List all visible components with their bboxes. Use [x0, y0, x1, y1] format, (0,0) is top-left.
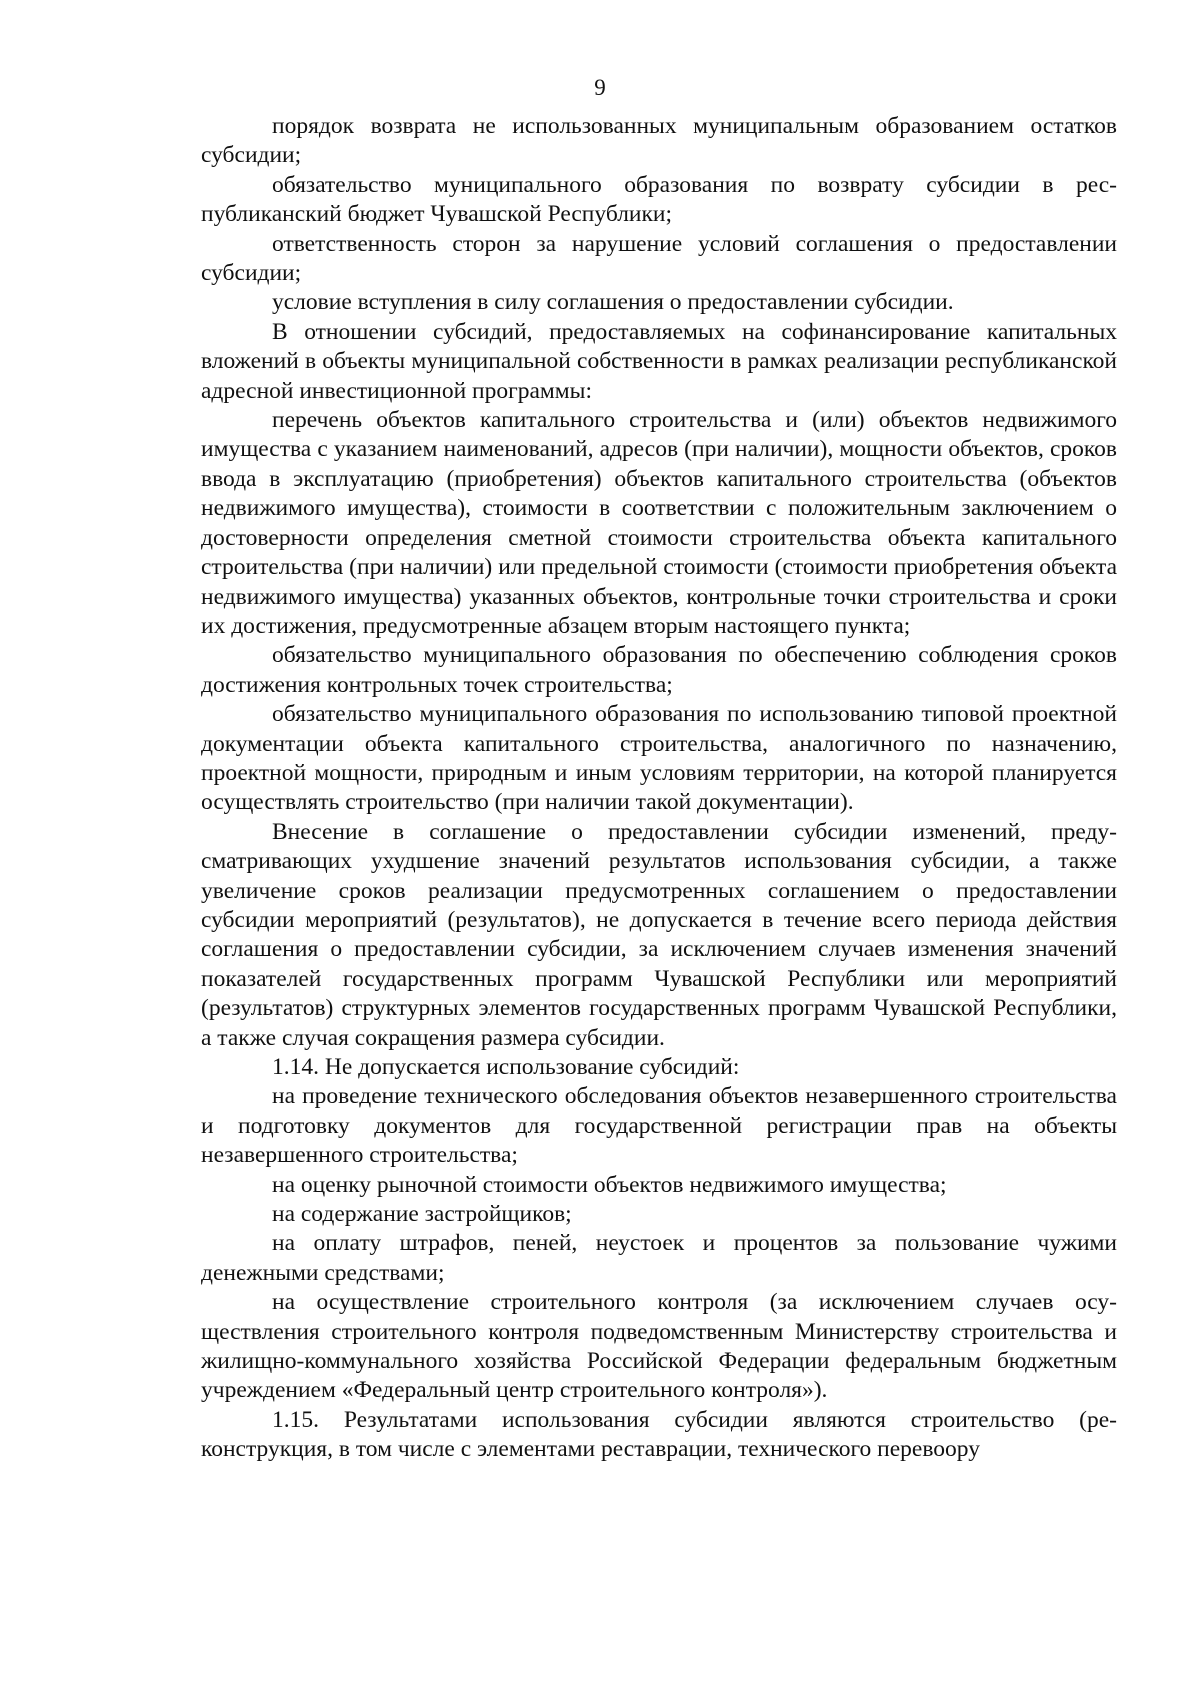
- paragraph: перечень объектов капитального строительства и (или) объектов недвижимого имущества с указанием наименований, адресов (при наличии), мощности объектов, сроков ввода в эксплуатацию (приобретения) объектов капитального строительства (объектов недвижимого имущества), стоимости в соответствии с положительным заключением о достоверности определения сметной стоимости строительства объекта капитального строительства (при наличии) или предельной стоимости (стоимости приобретения объекта недвижимого имущества) указанных объектов, контрольные точки строительства и сроки их достижения, предусмотренные абзацем вторым настоящего пункта;: [201, 407, 1117, 639]
- paragraph: обязательство муниципального образования по возврату субсидии в республиканский бюджет Чувашской Республики;: [201, 171, 1117, 228]
- paragraph: обязательство муниципального образования по использованию типовой проектной документации объекта капитального строительства, аналогичного по назначению, проектной мощности, природным и иным условиям территории, на которой планируется осуществлять строительство (при наличии такой документации).: [201, 701, 1117, 816]
- paragraph: Внесение в соглашение о предоставлении субсидии изменений, предусматривающих ухудшение значений результатов использования субсидии, а также увеличение сроков реализации предусмотренных соглашением о предоставлении субсидии мероприятий (результатов), не допускается в течение всего периода действия соглашения о предоставлении субсидии, за исключением случаев изменения значений показателей государственных программ Чувашской Республики или мероприятий (результатов) структурных элементов государственных программ Чувашской Республики, а также случая сокращения размера субсидии.: [201, 818, 1117, 1051]
- paragraph: на содержание застройщиков;: [272, 1201, 572, 1228]
- paragraph: 1.15. Результатами использования субсидии являются строительство (реконструкция, в том числе с элементами реставрации, технического перевоору: [201, 1406, 1117, 1463]
- paragraph: на осуществление строительного контроля (за исключением случаев осуществления строительного контроля подведомственным Министерству строительства и жилищно-коммунального хозяйства Российской Федерации федеральным бюджетным учреждением «Федеральный центр строительного контроля»).: [201, 1289, 1117, 1404]
- paragraph: В отношении субсидий, предоставляемых на софинансирование капитальных вложений в объекты муниципальной собственности в рамках реализации республиканской адресной инвестиционной программы:: [201, 318, 1117, 404]
- paragraph: обязательство муниципального образования по обеспечению соблюдения сроков достижения контрольных точек строительства;: [201, 642, 1117, 698]
- paragraph: условие вступления в силу соглашения о предоставлении субсидии.: [272, 289, 954, 316]
- paragraph: на оплату штрафов, пеней, неустоек и процентов за пользование чужими денежными средствами;: [201, 1230, 1117, 1286]
- page-number: 9: [594, 75, 606, 100]
- document-body: [201, 112, 1117, 1465]
- paragraph: на проведение технического обследования объектов незавершенного строительства и подготовку документов для государственной регистрации прав на объекты незавершенного строительства;: [201, 1083, 1117, 1169]
- paragraph: на оценку рыночной стоимости объектов недвижимого имущества;: [272, 1171, 947, 1198]
- paragraph: ответственность сторон за нарушение условий соглашения о предоставлении субсидии;: [201, 230, 1117, 287]
- paragraph: 1.14. Не допускается использование субсидий:: [272, 1054, 740, 1080]
- paragraph: порядок возврата не использованных муниципальным образованием остатков субсидии;: [201, 113, 1117, 169]
